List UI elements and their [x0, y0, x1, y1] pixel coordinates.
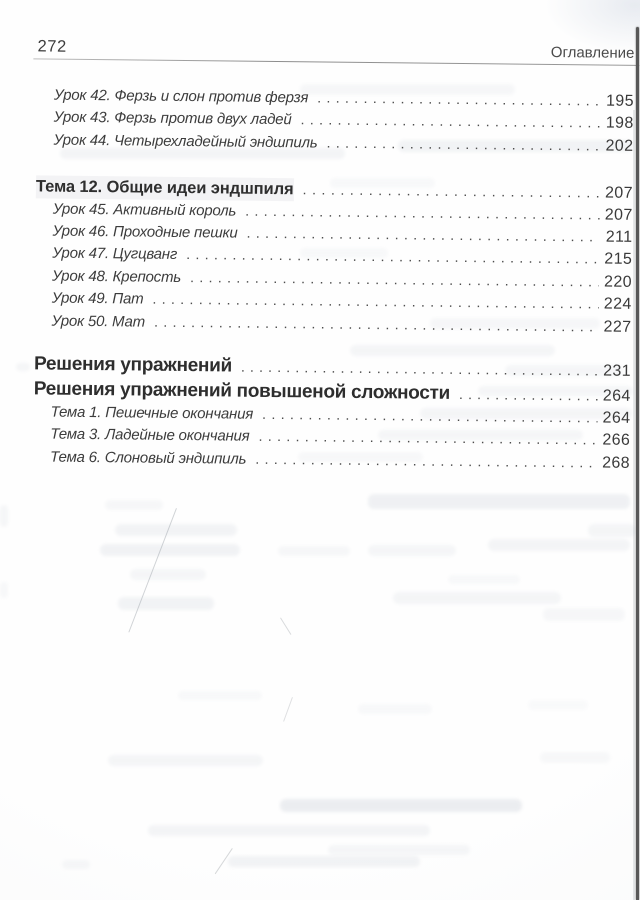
toc-entry-page: 202 [605, 137, 634, 155]
toc-entry-label: Урок 48. Крепость [51, 267, 182, 286]
toc-entry-page: 220 [603, 273, 633, 291]
toc-entry-page: 207 [604, 206, 633, 224]
toc-entry-page: 195 [605, 92, 635, 110]
toc-entry-page: 211 [605, 228, 633, 246]
toc-entry-label: Тема 1. Пешечные окончания [50, 403, 254, 423]
toc-entry-label: Урок 45. Активный король [52, 200, 237, 220]
toc-entry-label: Урок 42. Ферзь и слон против ферзя [53, 86, 309, 107]
toc-entry-page: 264 [602, 409, 631, 427]
leader-dots [459, 382, 598, 408]
leader-dots [255, 449, 597, 475]
page-edge-line [636, 27, 639, 900]
toc-entry-label: Тема 3. Ладейные окончания [50, 426, 250, 446]
toc-entry-page: 215 [604, 250, 633, 269]
toc-entry-page: 224 [603, 295, 632, 313]
leader-dots [154, 311, 599, 338]
toc-entry-page: 266 [602, 432, 631, 450]
toc-entry-label: Урок 49. Пат [51, 289, 144, 308]
toc-entry-page: 264 [602, 387, 631, 405]
leader-dots [326, 132, 600, 157]
toc-entry-page: 207 [604, 184, 634, 203]
toc-entry-label: Тема 6. Слоновый эндшпиль [49, 448, 247, 468]
toc-entry-label: Урок 46. Проходные пешки [52, 222, 238, 242]
leader-dots [300, 110, 600, 136]
toc-entry-label: Урок 47. Цугцванг [52, 244, 178, 264]
leader-dots [317, 87, 601, 112]
toc-entry-label: Урок 44. Четырехладейный эндшпиль [53, 131, 318, 152]
toc-entry-page: 231 [603, 362, 632, 380]
page-number: 272 [37, 37, 67, 56]
header-title: Оглавление [550, 43, 635, 62]
toc-entry-label: Тема 12. Общие идеи эндшпиля [36, 176, 294, 201]
toc-entry-page: 198 [605, 114, 634, 133]
toc-entry-label: Решения упражнений повышеной сложности [33, 377, 451, 404]
toc-entry-label: Урок 43. Ферзь против двух ладей [53, 108, 292, 129]
toc-entry-label: Урок 50. Мат [51, 312, 146, 331]
toc-list [33, 84, 634, 475]
toc-entry-page: 268 [602, 454, 631, 472]
toc-entry-page: 227 [603, 318, 632, 336]
toc-entry-label: Решения упражнений [33, 353, 233, 377]
